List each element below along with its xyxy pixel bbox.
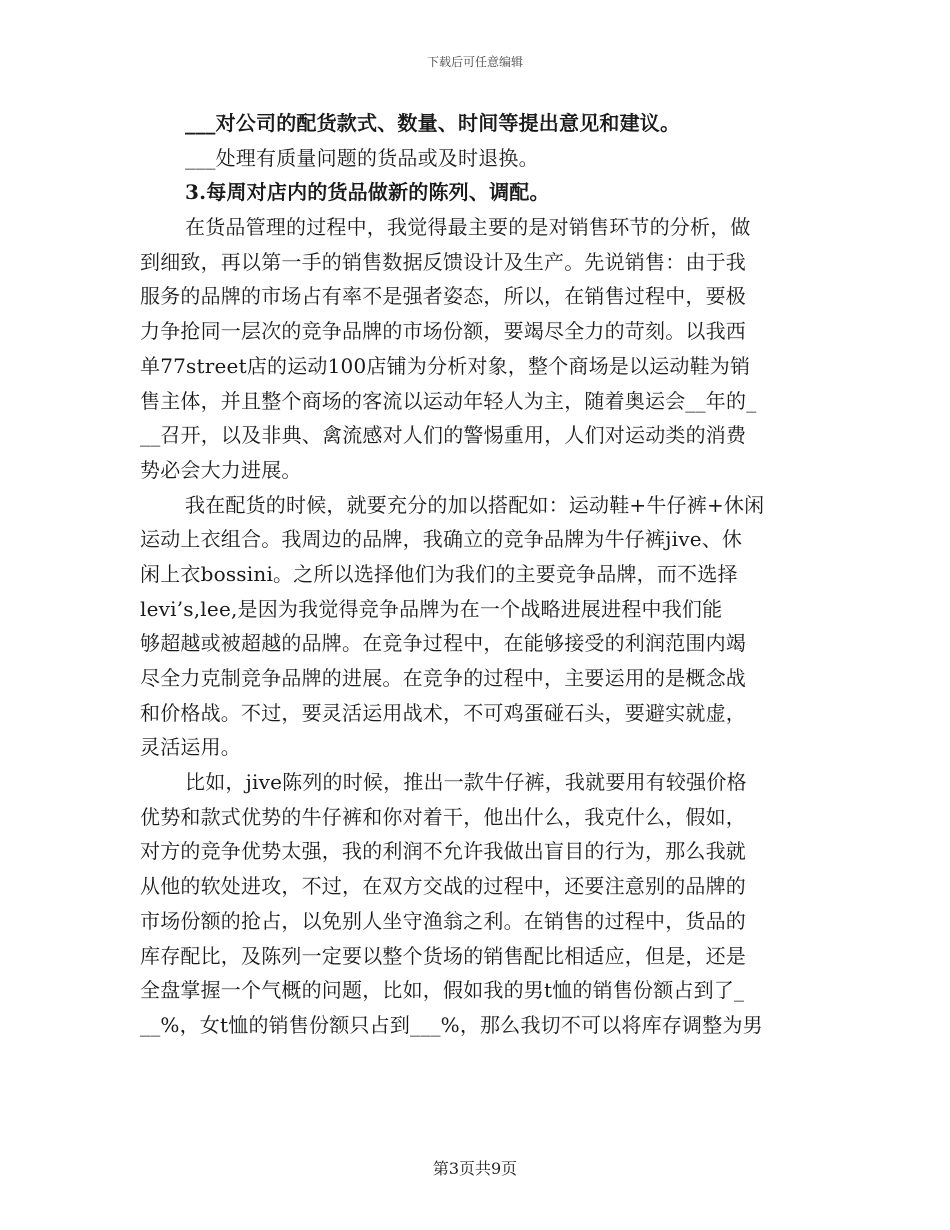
text-line: 到细致，再以第一手的销售数据反馈设计及生产。先说销售：由于我 xyxy=(140,249,746,274)
text-line: 对方的竞争优势太强，我的利润不允许我做出盲目的行为，那么我就 xyxy=(140,839,746,864)
text-line: 服务的品牌的市场占有率不是强者姿态，所以，在销售过程中，要极 xyxy=(140,284,746,309)
text-line: 势必会大力进展。 xyxy=(140,457,302,482)
text-line: 运动上衣组合。我周边的品牌，我确立的竞争品牌为牛仔裤jive、休 xyxy=(140,527,743,552)
text-line: 够超越或被超越的品牌。在竞争过程中，在能够接受的利润范围内竭 xyxy=(140,631,746,656)
text-line: 库存配比，及陈列一定要以整个货场的销售配比相适应，但是，还是 xyxy=(140,943,746,968)
text-line: __召开，以及非典、禽流感对人们的警惕重用，人们对运动类的消费 xyxy=(140,423,747,448)
page-number: 第3页共9页 xyxy=(432,1159,518,1178)
text-line: 3.每周对店内的货品做新的陈列、调配。 xyxy=(185,180,550,205)
text-line: 我在配货的时候，就要充分的加以搭配如：运动鞋+牛仔裤+休闲 xyxy=(185,492,765,517)
text-line: 力争抢同一层次的竞争品牌的市场份额，要竭尽全力的苛刻。以我西 xyxy=(140,319,746,344)
text-line: levi’s,lee,是因为我觉得竞争品牌为在一个战略进展进程中我们能 xyxy=(140,596,723,621)
text-line: __%，女t恤的销售份额只占到___%，那么我切不可以将库存调整为男 xyxy=(140,1012,763,1037)
text-line: 在货品管理的过程中，我觉得最主要的是对销售环节的分析，做 xyxy=(185,215,751,240)
text-line: 尽全力克制竞争品牌的进展。在竞争的过程中，主要运用的是概念战 xyxy=(140,666,746,690)
text-line: 闲上衣bossini。之所以选择他们为我们的主要竞争品牌，而不选择 xyxy=(140,561,738,586)
text-line: 单77street店的运动100店铺为分析对象，整个商场是以运动鞋为销 xyxy=(140,353,751,378)
text-line: 全盘掌握一个气概的问题，比如，假如我的男t恤的销售份额占到了_ xyxy=(140,978,745,1003)
text-line: 从他的软处进攻，不过，在双方交战的过程中，还要注意别的品牌的 xyxy=(140,874,746,899)
text-line: 和价格战。不过，要灵活运用战术，不可鸡蛋碰石头，要避实就虚， xyxy=(140,700,746,725)
text-line: 优势和款式优势的牛仔裤和你对着干，他出什么，我克什么，假如， xyxy=(140,804,746,829)
page-header: 下载后可任意编辑 xyxy=(426,55,523,69)
text-line: 售主体，并且整个商场的客流以运动年轻人为主，随着奥运会__年的_ xyxy=(140,388,757,413)
document-body xyxy=(140,106,816,1043)
text-line: 灵活运用。 xyxy=(140,735,241,760)
text-line: ___对公司的配货款式、数量、时间等提出意见和建议。 xyxy=(185,111,681,135)
text-line: 比如，jive陈列的时候，推出一款牛仔裤，我就要用有较强价格 xyxy=(185,770,747,795)
text-line: 市场份额的抢占，以免别人坐守渔翁之利。在销售的过程中，货品的 xyxy=(140,908,746,933)
text-line: ___处理有质量问题的货品或及时退换。 xyxy=(185,145,539,170)
